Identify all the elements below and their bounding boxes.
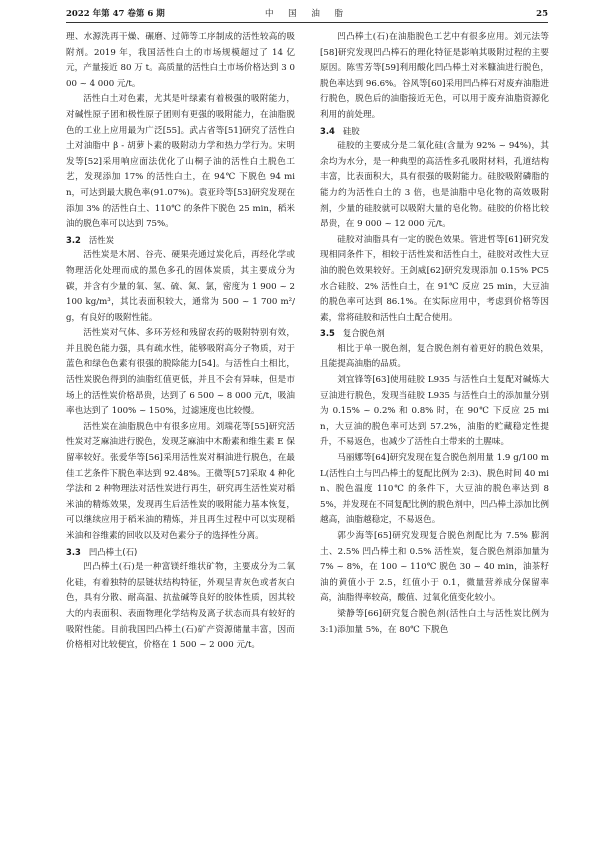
body-paragraph: 理、水源洗再干燥、碾磨、过筛等工序制成的活性较高的吸附剂。2019 年，我国活性白土的市场规模超过了 14 亿元，产量接近 80 万 t。高质量的活性白土市场价格达到 3 000 ~ 4 000 元/t。 xyxy=(66,32,295,89)
left-column xyxy=(66,30,295,654)
right-column xyxy=(320,30,549,638)
body-paragraph: 梁静等[66]研究复合脱色剂(活性白土与活性炭比例为 3:1)添加量 5%，在 80℃ 下脱色 xyxy=(320,608,549,635)
journal-issue: 2022 年第 47 卷第 6 期 xyxy=(66,9,165,19)
section-heading xyxy=(66,233,295,249)
body-paragraph: 硅胶的主要成分是二氧化硅(含量为 92% ~ 94%)，其余均为水分，是一种典型的高活性多孔吸附材料，孔道结构丰富，比表面积大，具有很强的吸附能力。硅胶吸附磷脂的能力约为活性白土的 3 倍，也是油脂中皂化物的高效吸附剂，少量的硅胶就可以吸附大量的皂化物。硅胶的价格比较昂贵，在 9 000 ~ 12 000 元/t。 xyxy=(320,141,549,230)
body-paragraph: 硅胶对油脂具有一定的脱色效果。管进哲等[61]研究发现相同条件下，相较于活性炭和活性白土，硅胶对改性大豆油的脱色效果较好。王剑威[62]研究发现添加 0.15% PC5 水合硅胶、2% 活性白土，在 91℃ 反应 25 min，大豆油的脱色率可达到 86.1%。在实际应用中，考虑到价格等因素，常将硅胶和活性白土配合使用。 xyxy=(320,234,549,323)
section-number: 3.5 xyxy=(320,328,335,339)
journal-name: 中 国 油 脂 xyxy=(264,9,350,19)
body-paragraph: 马丽娜等[64]研究发现在复合脱色剂用量 1.9 g/100 mL(活性白土与凹凸棒土的复配比例为 2:3)、脱色时间 40 min、脱色温度 110℃ 的条件下，大豆油的脱色率达到 85%，并发现在不同复配比例的脱色剂中，凹凸棒土添加比例越高，油脂越稳定，不易返色。 xyxy=(320,453,549,526)
body-paragraph: 活性炭在油脂脱色中有很多应用。刘瑞花等[55]研究活性炭对芝麻油进行脱色，发现芝麻油中木酚素和维生素 E 保留率较好。张爱华等[56]采用活性炭对桐油进行脱色，在最佳工艺条件下脱色率达到 92.48%。王微等[57]采取 4 种化学法和 2 种物理法对活性炭进行再生，研究再生活性炭对稻米油的精炼效果，发现再生后活性炭的吸附能力基本恢复，可以继续应用于稻米油的精炼，并且再生过程中可以实现稻米油和谷维素的回收以及对色素分子的选择性分离。 xyxy=(66,421,295,541)
section-heading xyxy=(320,124,549,140)
section-title: 复合脱色剂 xyxy=(342,328,385,339)
section-title: 硅胶 xyxy=(342,125,360,136)
body-paragraph: 凹凸棒土(石)是一种富镁纤维状矿物，主要成分为二氧化硅，有着独特的层链状结构特征，外观呈青灰色或者灰白色，具有分散、耐高温、抗盐碱等良好的胶体性质，因其较大的内表面积、表面物理化学结构及离子状态而具有较好的吸附性能。目前我国凹凸棒土(石)矿产资源储量丰富，因而价格相对比较便宜，价格在 1 500 ~ 2 000 元/t。 xyxy=(66,562,295,651)
section-title: 活性炭 xyxy=(88,234,114,245)
body-paragraph: 活性炭是木屑、谷壳、硬果壳通过炭化后，再经化学或物理活化处理而成的黑色多孔的固体炭质，其主要成分为碳，并含有少量的氧、氢、硫、氮、氯，密度为 1 900 ~ 2 100 kg/m³，其比表面积较大，通常为 500 ~ 1 700 m²/g，有良好的吸附性能。 xyxy=(66,250,295,323)
body-paragraph: 活性炭对气体、多环芳烃和残留农药的吸附特别有效，并且脱色能力强，具有疏水性，能够吸附高分子物质，对于蓝色和绿色色素有很强的脱除能力[54]。与活性白土相比，活性炭脱色得到的油脂红值更低，并且不会有异味，但是市场上的活性炭价格昂贵，达到了 6 500 ~ 8 000 元/t，吸油率也达到了 100% ~ 150%，过滤速度也比较慢。 xyxy=(66,328,295,417)
section-number: 3.3 xyxy=(66,546,81,557)
body-paragraph: 郭少海等[65]研究发现复合脱色剂配比为 7.5% 膨润土、2.5% 凹凸棒土和 0.5% 活性炭，复合脱色剂添加量为 7% ~ 8%，在 100 ~ 110℃ 脱色 30 ~ 40 min，油茶籽油的黄值小于 2.5，红值小于 0.1，微量营养成分保留率高，油脂得率较高，酸值、过氧化值变化较小。 xyxy=(320,531,549,604)
section-heading xyxy=(66,545,295,561)
page-header xyxy=(66,6,548,23)
body-paragraph: 凹凸棒土(石)在油脂脱色工艺中有很多应用。刘元法等[58]研究发现凹凸棒石的理化特征是影响其吸附过程的主要原因。陈雪芳等[59]利用酸化凹凸棒土对米糠油进行脱色，脱色率达到 96.6%。谷风等[60]采用凹凸棒石对废弃油脂进行脱色，脱色后的油脂接近无色，可以用于废弃油脂资源化利用的前处理。 xyxy=(320,32,549,120)
section-title: 凹凸棒土(石) xyxy=(88,546,138,557)
section-number: 3.2 xyxy=(66,234,81,245)
page-number: 25 xyxy=(536,9,548,19)
section-heading xyxy=(320,326,549,342)
body-paragraph: 刘宜锋等[63]使用硅胶 L935 与活性白土复配对碱炼大豆油进行脱色，发现当硅胶 L935 与活性白土的添加量分别为 0.15% ~ 0.2% 和 0.8% 时，在 90℃ 下反应 25 min，大豆油的脱色率可达到 57.2%，油脂的贮藏稳定性提升，不易返色，也减少了活性白土带来的土腥味。 xyxy=(320,375,549,448)
body-paragraph: 活性白土对色素，尤其是叶绿素有着极强的吸附能力，对碱性原子团和极性原子团则有更强的吸附能力，在油脂脱色的工业上应用最为广泛[55]。武占省等[51]研究了活性白土对油脂中 β - 胡萝卜素的吸附动力学和热力学行为。宋明发等[52]采用响应面法优化了山桐子油的活性白土脱色工艺，发现添加 17% 的活性白土，在 94℃ 下脱色 94 min，可达到最大脱色率(91.07%)。袁亚玲等[53]研究发现在添加 3% 的活性白土、110℃ 的条件下脱色 25 min，稻米油的脱色率可以达到 75%。 xyxy=(66,94,295,230)
body-paragraph: 相比于单一脱色剂，复合脱色剂有着更好的脱色效果，且能提高油脂的品质。 xyxy=(320,343,549,370)
section-number: 3.4 xyxy=(320,125,335,136)
